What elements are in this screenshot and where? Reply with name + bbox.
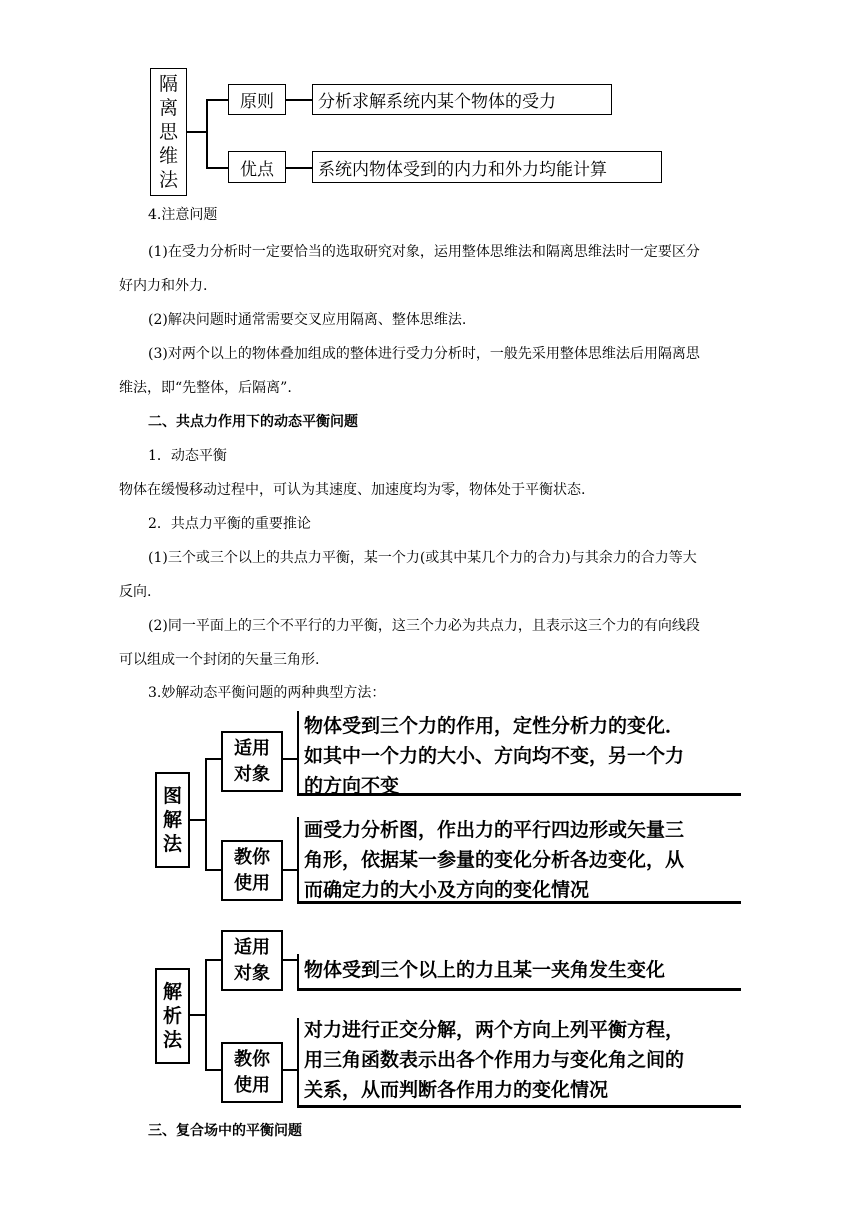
connector (286, 167, 312, 169)
connector (205, 869, 221, 871)
connector (187, 131, 207, 133)
connector (206, 99, 228, 101)
connector (206, 99, 208, 168)
paragraph: 维法，即“先整体，后隔离”. (119, 380, 292, 396)
paragraph: 可以组成一个封闭的矢量三角形. (119, 652, 320, 668)
graphical-root-box: 图 解 法 (155, 772, 190, 868)
paragraph: (2)解决问题时通常需要交叉应用隔离、整体思维法. (148, 312, 467, 328)
applicable-object-desc: 物体受到三个以上的力且某一夹角发生变化 (304, 959, 666, 981)
applicable-object-box: 适用 对象 (221, 731, 283, 792)
connector (205, 959, 207, 1070)
subheading: 3.妙解动态平衡问题的两种典型方法： (148, 685, 386, 701)
usage-desc: 对力进行正交分解，两个方向上列平衡方程， 用三角函数表示出各个作用力与变化角之间的 关系，从而判断各作用力的变化情况 (304, 1019, 685, 1101)
bracket (297, 1018, 299, 1106)
paragraph: 物体在缓慢移动过程中，可认为其速度、加速度均为零，物体处于平衡状态. (119, 482, 586, 498)
principle-desc-box: 分析求解系统内某个物体的受力 (312, 84, 612, 115)
connector (190, 1014, 206, 1016)
underline (297, 1105, 741, 1108)
connector (283, 758, 298, 760)
connector (205, 1069, 221, 1071)
underline (297, 988, 741, 991)
paragraph: (3)对两个以上的物体叠加组成的整体进行受力分析时，一般先采用整体思维法后用隔离思 (148, 346, 700, 362)
isolation-root-box (150, 68, 187, 196)
section-heading: 4.注意问题 (148, 207, 218, 223)
subheading: 1．动态平衡 (148, 448, 227, 464)
applicable-object-desc: 物体受到三个力的作用，定性分析力的变化． 如其中一个力的大小、方向均不变，另一个力 的方向不变 (304, 715, 685, 797)
connector (206, 167, 228, 169)
usage-box: 教你 使用 (221, 1042, 283, 1103)
advantage-desc-box: 系统内物体受到的内力和外力均能计算 (312, 151, 662, 183)
paragraph: (1)三个或三个以上的共点力平衡，某一个力(或其中某几个力的合力)与其余力的合力等大 (148, 550, 697, 566)
paragraph: 好内力和外力. (119, 278, 208, 294)
connector (205, 758, 221, 760)
connector (283, 1069, 298, 1071)
connector (190, 819, 206, 821)
bracket (297, 954, 299, 989)
section-heading: 二、共点力作用下的动态平衡问题 (148, 414, 358, 430)
paragraph: (2)同一平面上的三个不平行的力平衡，这三个力必为共点力，且表示这三个力的有向线段 (148, 618, 700, 634)
advantage-label-box: 优点 (228, 151, 286, 183)
analytic-root-box: 解 析 法 (155, 968, 190, 1064)
applicable-object-box: 适用 对象 (221, 930, 283, 991)
paragraph: 反向. (119, 584, 152, 600)
connector (283, 869, 298, 871)
paragraph: (1)在受力分析时一定要恰当的选取研究对象，运用整体思维法和隔离思维法时一定要区分 (148, 244, 700, 260)
section-heading: 三、复合场中的平衡问题 (148, 1123, 302, 1139)
bracket (297, 817, 299, 902)
principle-label-box: 原则 (228, 84, 286, 115)
bracket (297, 711, 299, 794)
connector (205, 959, 221, 961)
root-char: 维 (158, 145, 178, 167)
root-char: 法 (158, 169, 178, 191)
connector (286, 99, 312, 101)
root-char: 隔 (158, 73, 178, 95)
usage-desc: 画受力分析图，作出力的平行四边形或矢量三 角形，依据某一参量的变化分析各边变化，从 而确定力的大小及方向的变化情况 (304, 819, 685, 901)
root-char: 思 (158, 121, 178, 143)
root-char: 离 (158, 97, 178, 119)
subheading: 2．共点力平衡的重要推论 (148, 516, 311, 532)
usage-box: 教你 使用 (221, 840, 283, 901)
connector (283, 959, 298, 961)
connector (205, 758, 207, 870)
